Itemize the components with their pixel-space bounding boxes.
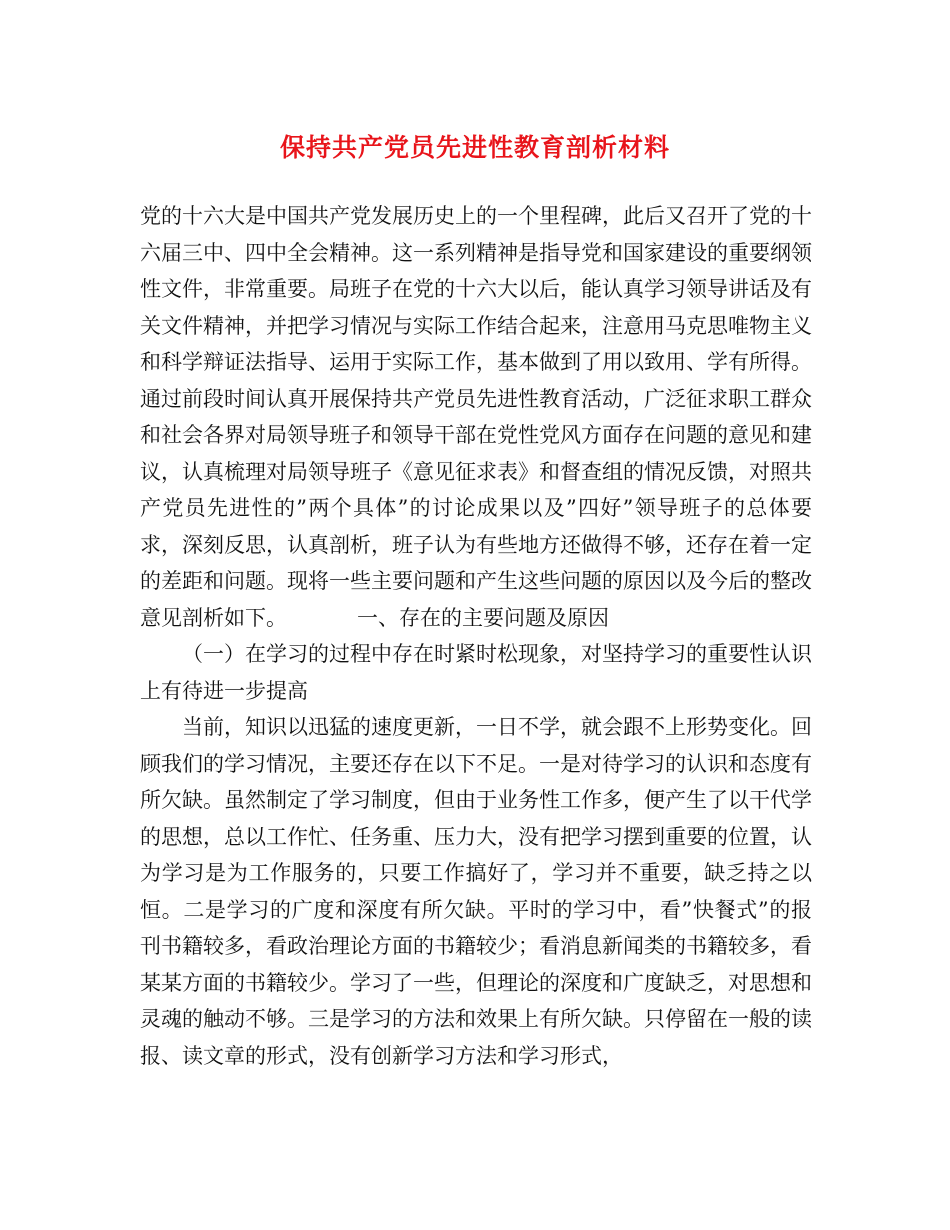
section-heading-inline: 一、存在的主要问题及原因 <box>357 605 609 630</box>
document-title: 保持共产党员先进性教育剖析材料 <box>279 133 670 162</box>
paragraph-intro-text: 党的十六大是中国共产党发展历史上的一个里程碑，此后又召开了党的十六届三中、四中全会精神。这一系列精神是指导党和国家建设的重要纲领性文件，非常重要。局班子在党的十六大以后，能认真学习领导讲话及有关文件精神，并把学习情况与实际工作结合起来，注意用马克思唯物主义和科学辩证法指导、运用于实际工作，基本做到了用以致用、学有所得。通过前段时间认真开展保持共产党员先进性教育活动，广泛征求职工群众和社会各界对局领导班子和领导干部在党性党风方面存在问题的意见和建议，认真梳理对局领导班子《意见征求表》和督查组的情况反馈，对照共产党员先进性的”两个具体”的讨论成果以及”四好”领导班子的总体要求，深刻反思，认真剖析，班子认为有些地方还做得不够，还存在着一定的差距和问题。现将一些主要问题和产生这些问题的原因以及今后的整改意见剖析如下。 <box>140 204 812 630</box>
paragraph-study: 当前，知识以迅猛的速度更新，一日不学，就会跟不上形势变化。回顾我们的学习情况，主要还存在以下不足。一是对待学习的认识和态度有所欠缺。虽然制定了学习制度，但由于业务性工作多，便产生了以干代学的思想，总以工作忙、任务重、压力大，没有把学习摆到重要的位置，认为学习是为工作服务的，只要工作搞好了，学习并不重要，缺乏持之以恒。二是学习的广度和深度有所欠缺。平时的学习中，看”快餐式”的报刊书籍较多，看政治理论方面的书籍较少；看消息新闻类的书籍较多，看某某方面的书籍较少。学习了一些，但理论的深度和广度缺乏，对思想和灵魂的触动不够。三是学习的方法和效果上有所欠缺。只停留在一般的读报、读文章的形式，没有创新学习方法和学习形式， <box>140 715 812 1068</box>
paragraph-intro <box>140 198 812 636</box>
subsection-heading: （一）在学习的过程中存在时紧时松现象，对坚持学习的重要性认识上有待进一步提高 <box>140 642 812 703</box>
document-body <box>140 198 812 1074</box>
